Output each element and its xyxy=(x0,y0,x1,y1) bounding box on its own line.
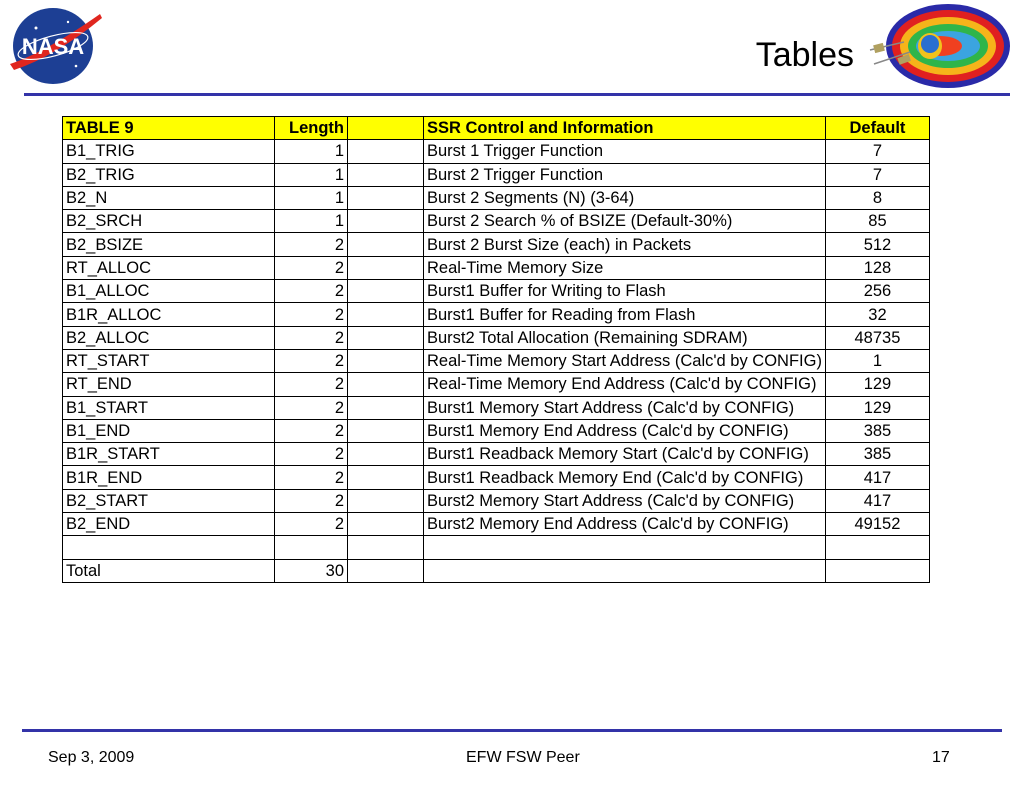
table-row xyxy=(63,303,930,326)
table-row xyxy=(63,419,930,442)
default-cell xyxy=(825,536,929,559)
param-name-cell: B1_START xyxy=(63,396,275,419)
default-cell: 417 xyxy=(825,489,929,512)
length-cell: 30 xyxy=(275,559,348,582)
description-cell: Burst1 Buffer for Reading from Flash xyxy=(424,303,826,326)
default-cell: 7 xyxy=(825,163,929,186)
length-cell: 2 xyxy=(275,396,348,419)
default-cell: 512 xyxy=(825,233,929,256)
slide-title: Tables xyxy=(755,36,854,74)
table-row xyxy=(63,163,930,186)
length-cell: 2 xyxy=(275,303,348,326)
blank-cell xyxy=(348,536,424,559)
length-cell: 2 xyxy=(275,419,348,442)
description-cell: Burst 2 Search % of BSIZE (Default-30%) xyxy=(424,210,826,233)
table-row xyxy=(63,256,930,279)
blank-cell xyxy=(348,233,424,256)
description-cell: Burst 2 Segments (N) (3-64) xyxy=(424,186,826,209)
description-cell: Real-Time Memory Size xyxy=(424,256,826,279)
table-row xyxy=(63,233,930,256)
blank-cell xyxy=(348,396,424,419)
length-cell: 2 xyxy=(275,280,348,303)
blank-cell xyxy=(348,559,424,582)
description-cell: Real-Time Memory End Address (Calc'd by CONFIG) xyxy=(424,373,826,396)
blank-cell xyxy=(348,186,424,209)
length-cell: 1 xyxy=(275,210,348,233)
default-cell xyxy=(825,559,929,582)
length-cell: 2 xyxy=(275,233,348,256)
column-header: Length xyxy=(275,117,348,140)
blank-cell xyxy=(348,513,424,536)
description-cell: Burst2 Memory Start Address (Calc'd by CONFIG) xyxy=(424,489,826,512)
description-cell: Burst1 Readback Memory End (Calc'd by CONFIG) xyxy=(424,466,826,489)
param-name-cell: B2_ALLOC xyxy=(63,326,275,349)
length-cell xyxy=(275,536,348,559)
default-cell: 85 xyxy=(825,210,929,233)
blank-cell xyxy=(348,443,424,466)
description-cell: Burst1 Readback Memory Start (Calc'd by CONFIG) xyxy=(424,443,826,466)
default-cell: 48735 xyxy=(825,326,929,349)
param-name-cell: RT_ALLOC xyxy=(63,256,275,279)
ssr-control-table xyxy=(62,116,930,583)
table-row xyxy=(63,536,930,559)
default-cell: 129 xyxy=(825,373,929,396)
column-header xyxy=(348,117,424,140)
table-row xyxy=(63,140,930,163)
description-cell: Burst 1 Trigger Function xyxy=(424,140,826,163)
blank-cell xyxy=(348,489,424,512)
footer-divider xyxy=(22,729,1002,732)
table-row xyxy=(63,466,930,489)
param-name-cell: B1R_ALLOC xyxy=(63,303,275,326)
param-name-cell: B2_SRCH xyxy=(63,210,275,233)
column-header: Default xyxy=(825,117,929,140)
description-cell: Burst2 Total Allocation (Remaining SDRAM) xyxy=(424,326,826,349)
length-cell: 2 xyxy=(275,256,348,279)
blank-cell xyxy=(348,373,424,396)
blank-cell xyxy=(348,140,424,163)
param-name-cell: B1_TRIG xyxy=(63,140,275,163)
blank-cell xyxy=(348,210,424,233)
default-cell: 1 xyxy=(825,349,929,372)
header-divider xyxy=(24,93,1010,96)
table-header-row xyxy=(63,117,930,140)
param-name-cell: B1R_START xyxy=(63,443,275,466)
param-name-cell xyxy=(63,536,275,559)
column-header: TABLE 9 xyxy=(63,117,275,140)
blank-cell xyxy=(348,303,424,326)
default-cell: 7 xyxy=(825,140,929,163)
column-header: SSR Control and Information xyxy=(424,117,826,140)
description-cell: Burst1 Buffer for Writing to Flash xyxy=(424,280,826,303)
default-cell: 129 xyxy=(825,396,929,419)
param-name-cell: RT_END xyxy=(63,373,275,396)
blank-cell xyxy=(348,419,424,442)
table-row xyxy=(63,373,930,396)
length-cell: 2 xyxy=(275,443,348,466)
length-cell: 2 xyxy=(275,466,348,489)
table-row xyxy=(63,559,930,582)
length-cell: 2 xyxy=(275,373,348,396)
page-number: 17 xyxy=(932,749,950,766)
length-cell: 1 xyxy=(275,140,348,163)
blank-cell xyxy=(348,163,424,186)
param-name-cell: Total xyxy=(63,559,275,582)
default-cell: 49152 xyxy=(825,513,929,536)
default-cell: 385 xyxy=(825,419,929,442)
length-cell: 2 xyxy=(275,349,348,372)
blank-cell xyxy=(348,466,424,489)
description-cell: Burst1 Memory End Address (Calc'd by CONFIG) xyxy=(424,419,826,442)
param-name-cell: RT_START xyxy=(63,349,275,372)
default-cell: 385 xyxy=(825,443,929,466)
footer-date: Sep 3, 2009 xyxy=(48,749,135,766)
nasa-logo-icon xyxy=(6,4,104,86)
param-name-cell: B2_BSIZE xyxy=(63,233,275,256)
default-cell: 417 xyxy=(825,466,929,489)
footer-title: EFW FSW Peer xyxy=(466,749,580,766)
description-cell: Burst2 Memory End Address (Calc'd by CONFIG) xyxy=(424,513,826,536)
table-row xyxy=(63,210,930,233)
param-name-cell: B1_ALLOC xyxy=(63,280,275,303)
blank-cell xyxy=(348,349,424,372)
description-cell: Burst 2 Burst Size (each) in Packets xyxy=(424,233,826,256)
description-cell xyxy=(424,536,826,559)
length-cell: 2 xyxy=(275,326,348,349)
table-row xyxy=(63,513,930,536)
param-name-cell: B2_N xyxy=(63,186,275,209)
length-cell: 2 xyxy=(275,489,348,512)
blank-cell xyxy=(348,280,424,303)
blank-cell xyxy=(348,326,424,349)
param-name-cell: B2_END xyxy=(63,513,275,536)
radiation-belts-icon xyxy=(864,2,1012,90)
table-row xyxy=(63,489,930,512)
default-cell: 256 xyxy=(825,280,929,303)
table-row xyxy=(63,280,930,303)
param-name-cell: B1R_END xyxy=(63,466,275,489)
table-row xyxy=(63,326,930,349)
svg-text:NASA: NASA xyxy=(21,34,85,59)
param-name-cell: B2_START xyxy=(63,489,275,512)
default-cell: 8 xyxy=(825,186,929,209)
description-cell: Burst 2 Trigger Function xyxy=(424,163,826,186)
table-row xyxy=(63,349,930,372)
param-name-cell: B2_TRIG xyxy=(63,163,275,186)
table-row xyxy=(63,186,930,209)
default-cell: 32 xyxy=(825,303,929,326)
description-cell xyxy=(424,559,826,582)
length-cell: 2 xyxy=(275,513,348,536)
default-cell: 128 xyxy=(825,256,929,279)
blank-cell xyxy=(348,256,424,279)
table-row xyxy=(63,443,930,466)
length-cell: 1 xyxy=(275,186,348,209)
length-cell: 1 xyxy=(275,163,348,186)
description-cell: Burst1 Memory Start Address (Calc'd by CONFIG) xyxy=(424,396,826,419)
description-cell: Real-Time Memory Start Address (Calc'd by CONFIG) xyxy=(424,349,826,372)
param-name-cell: B1_END xyxy=(63,419,275,442)
table-row xyxy=(63,396,930,419)
